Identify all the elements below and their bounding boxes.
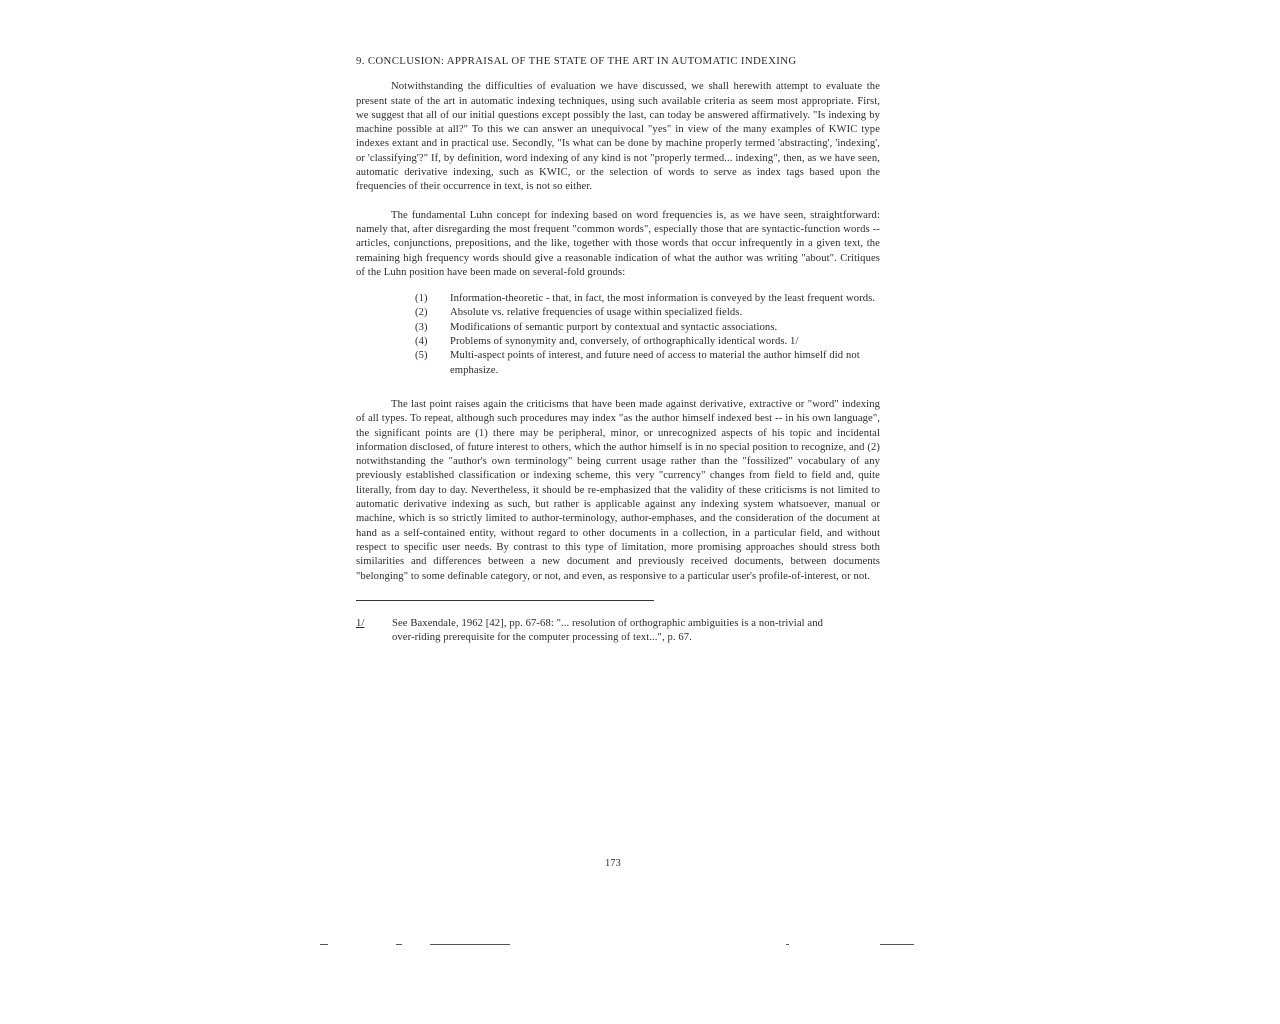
footnote-divider — [356, 600, 654, 601]
list-item-number: (3) — [415, 321, 428, 333]
list-item-text: Information-theoretic - that, in fact, the most information is conveyed by the least frequent words. — [450, 293, 876, 305]
footnote — [356, 617, 880, 646]
scan-mark — [880, 944, 914, 945]
scan-mark — [320, 944, 328, 945]
footnote-text: See Baxendale, 1962 [42], pp. 67-68: "... resolution of orthographic ambiguities is a non-trivial and over-riding prerequisite for the computer processing of text...", p. 67. — [392, 617, 824, 644]
section-heading: 9. CONCLUSION: APPRAISAL OF THE STATE OF THE ART IN AUTOMATIC INDEXING — [356, 55, 797, 67]
list-item-text: Absolute vs. relative frequencies of usage within specialized fields. — [450, 307, 743, 319]
scan-artifacts — [0, 944, 1280, 948]
list-item — [415, 292, 880, 306]
list-item — [415, 335, 880, 349]
list-item — [415, 321, 880, 335]
list-item-number: (2) — [415, 307, 428, 319]
list-item — [415, 306, 880, 320]
list-item — [415, 349, 880, 378]
list-item-text: Multi-aspect points of interest, and future need of access to material the author himself did not emphasize. — [450, 350, 860, 376]
paragraph-evaluation: Notwithstanding the difficulties of evaluation we have discussed, we shall herewith attempt to evaluate the present state of the art in automatic indexing techniques, using such available criteria as seem most appropriate. First, we suggest that all of our initial questions except possibly the last, can today be answered affirmatively. "Is indexing by machine possible at all?" To this we can answer an unequivocal "yes" in view of the many examples of KWIC type indexes extant and in practical use. Secondly, "Is what can be done by machine properly termed 'abstracting', 'indexing', or 'classifying'?" If, by definition, word indexing of any kind is not "properly termed... indexing", then, as we have seen, automatic derivative indexing, such as KWIC, or the selection of words to serve as index tags based upon the frequencies of their occurrence in text, is not so either. — [356, 81, 880, 193]
document-page — [356, 54, 880, 645]
page-number: 173 — [605, 858, 621, 869]
scan-mark — [396, 944, 402, 945]
paragraph-luhn-concept: The fundamental Luhn concept for indexing based on word frequencies is, as we have seen, straightforward: namely that, after disregarding the most frequent "common words", especially those that are syntactic-function words -- articles, conjunctions, prepositions, and the like, together with those words that occur infrequently in a given text, the remaining high frequency words should give a reasonable indication of what the author was writing "about". Critiques of the Luhn position have been made on several-fold grounds: — [356, 209, 880, 278]
scan-mark — [786, 944, 789, 945]
paragraph-criticisms: The last point raises again the criticisms that have been made against derivative, extractive or "word" indexing of all types. To repeat, although such procedures may index "as the author himself indexed best -- in his own language", the significant points are (1) there may be peripheral, minor, or unrecognized aspects of his topic and incidental information disclosed, of future interest to others, which the author himself is in no special position to recognize, and (2) notwithstanding the "author's own terminology" being current usage rather than the "fossilized" vocabulary of any previously established classification or indexing scheme, this very "currency" changes from field to field and, quite literally, from day to day. Nevertheless, it should be re-emphasized that the validity of these criticisms is not limited to automatic derivative indexing as such, but rather is applicable against any indexing system whatsoever, manual or machine, which is so strictly limited to author-terminology, author-emphases, and the consideration of the document at hand as a self-contained entity, without regard to other documents in a collection, in a particular field, and without respect to specific user needs. By contrast to this type of limitation, more promising approaches should stress both similarities and differences between a new document and previously received documents, between documents "belonging" to some definable category, or not, and even, as responsive to a particular user's profile-of-interest, or not. — [356, 398, 880, 582]
footnote-marker: 1/ — [356, 617, 365, 629]
critiques-list — [415, 292, 880, 378]
list-item-number: (4) — [415, 336, 428, 348]
list-item-text: Modifications of semantic purport by contextual and syntactic associations. — [450, 321, 778, 333]
list-item-number: (5) — [415, 350, 428, 362]
scan-mark — [430, 944, 510, 945]
list-item-text: Problems of synonymity and, conversely, of orthographically identical words. 1/ — [450, 336, 799, 348]
list-item-number: (1) — [415, 293, 428, 305]
